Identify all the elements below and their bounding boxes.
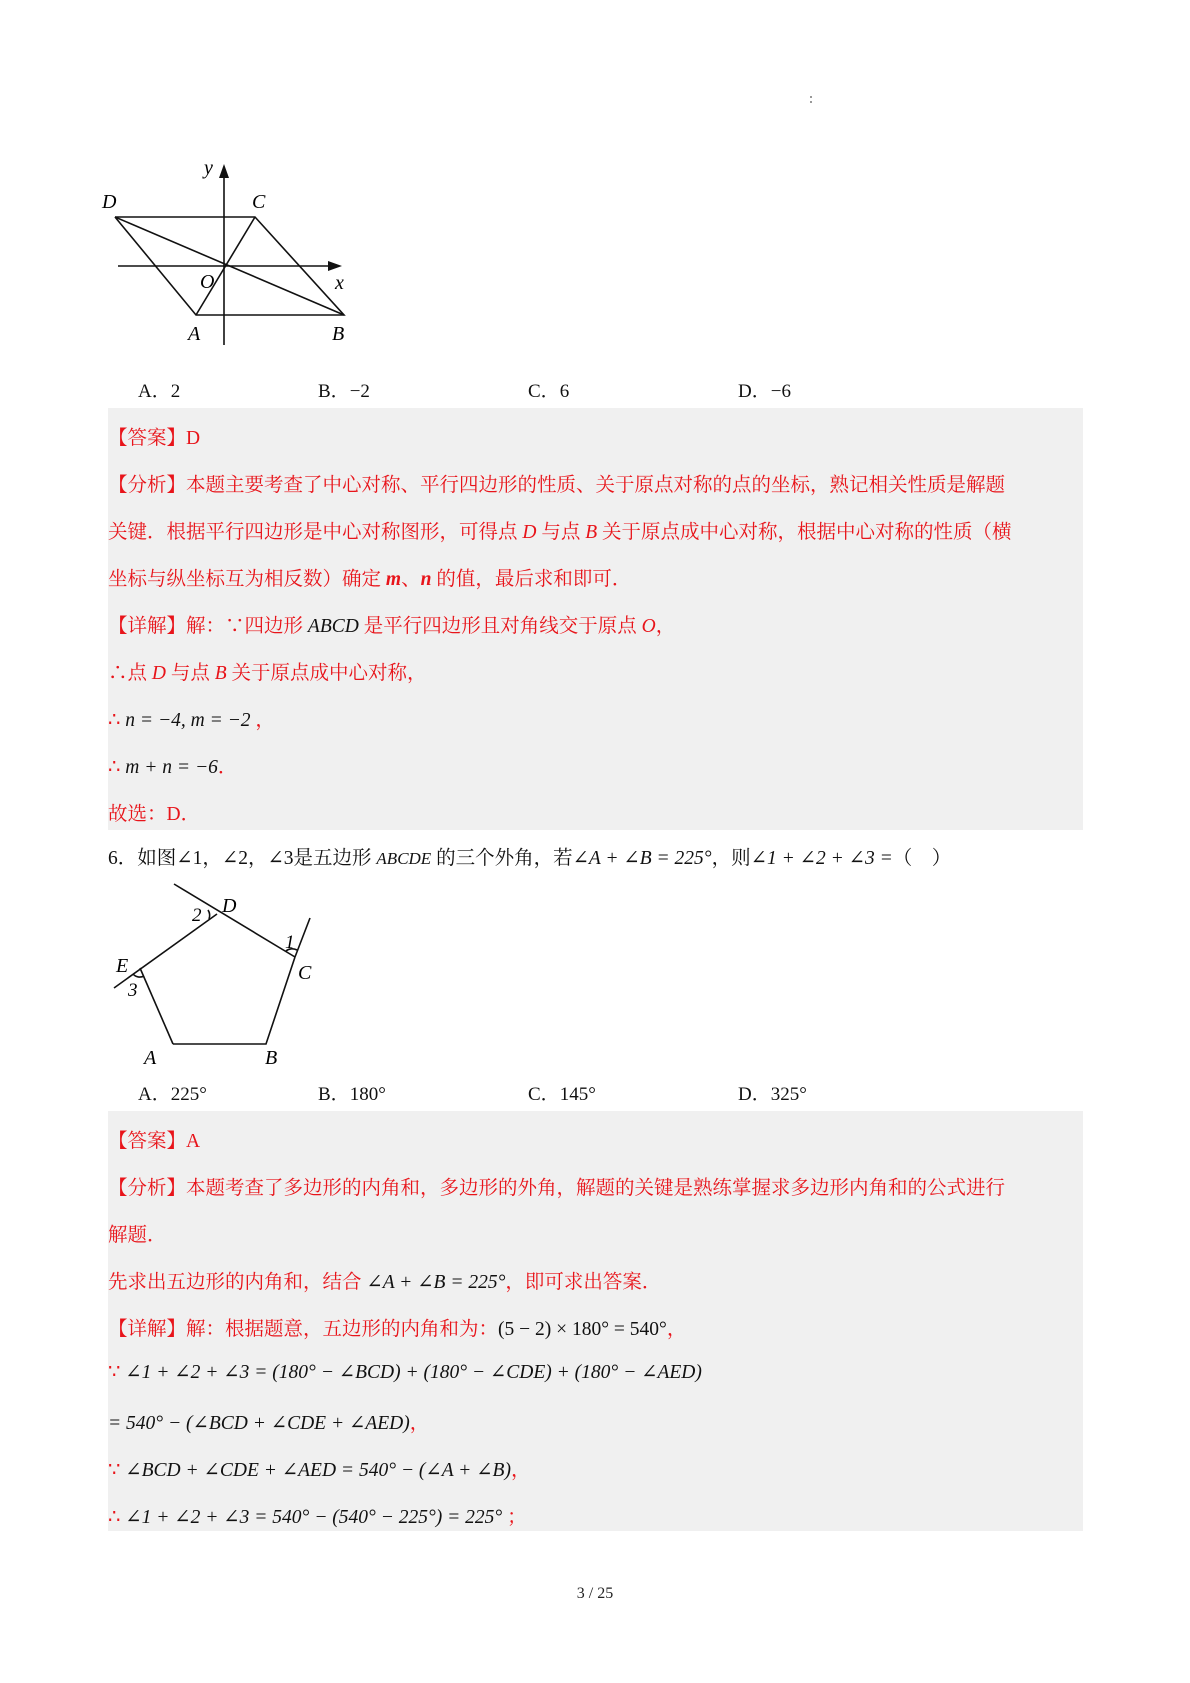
- answer-tag: 【答案】: [108, 1131, 187, 1152]
- q5-answer-line: [108, 422, 200, 450]
- q5-detail-line-4: ∴ m + n = −6．: [108, 757, 238, 778]
- q6-options: [138, 1079, 1038, 1105]
- page-number: 3 / 25: [576, 1585, 614, 1602]
- q6-detail-line-1: 【详解】解：根据题意，五边形的内角和为：(5 − 2) × 180° = 540°，: [108, 1319, 687, 1340]
- q5-detail-line-3: ∴ n = −4, m = −2 ，: [108, 710, 275, 731]
- q5-option-d[interactable]: D．−6: [738, 381, 791, 402]
- svg-text:C: C: [298, 962, 312, 984]
- y-axis-arrow-icon: [219, 164, 229, 178]
- q5-detail-line-5: 故选：D．: [108, 804, 201, 825]
- scan-mark: [810, 96, 813, 106]
- svg-text:D: D: [102, 191, 117, 213]
- answer-value: D: [186, 428, 201, 449]
- analysis-tag: 【分析】: [108, 1178, 187, 1199]
- svg-text:A: A: [188, 323, 201, 345]
- q6-analysis-line-3: 先求出五边形的内角和，结合 ∠A + ∠B = 225°，即可求出答案．: [108, 1272, 662, 1293]
- q6-option-c[interactable]: C．145°: [528, 1084, 596, 1105]
- q6-option-d[interactable]: D．325°: [738, 1084, 807, 1105]
- svg-text:D: D: [222, 895, 237, 917]
- analysis-tag: 【分析】: [108, 475, 187, 496]
- detail-tag: 【详解】: [108, 616, 187, 637]
- q5-option-c[interactable]: C．6: [528, 381, 570, 402]
- q5-detail-line-2: ∴点 D 与点 B 关于原点成中心对称，: [108, 663, 427, 684]
- svg-text:C: C: [252, 191, 266, 213]
- q5-detail-line-1: 【详解】解：∵四边形 ABCD 是平行四边形且对角线交于原点 O，: [108, 616, 676, 637]
- answer-tag: 【答案】: [108, 428, 187, 449]
- q6-question-stem: 6．如图∠1，∠2，∠3是五边形 ABCDE 的三个外角，若∠A + ∠B = 225°，则∠1 + ∠2 + ∠3 =（ ）: [108, 848, 952, 869]
- q6-detail-line-4: ∵ ∠BCD + ∠CDE + ∠AED = 540° − (∠A + ∠B)，: [108, 1460, 531, 1481]
- svg-text:x: x: [335, 272, 344, 294]
- svg-text:y: y: [204, 160, 213, 179]
- q6-analysis-line-2: 解题．: [108, 1225, 167, 1246]
- q6-detail-line-3: = 540° − (∠BCD + ∠CDE + ∠AED)，: [108, 1413, 430, 1434]
- q5-analysis-line-1: 【分析】本题主要考查了中心对称、平行四边形的性质、关于原点对称的点的坐标，熟记相关性质是解题: [108, 475, 1006, 496]
- x-axis-arrow-icon: [328, 261, 342, 271]
- q6-answer-box: [108, 1111, 1083, 1531]
- detail-tag: 【详解】: [108, 1319, 187, 1340]
- svg-text:A: A: [144, 1047, 157, 1069]
- q6-option-a[interactable]: A．225°: [138, 1084, 207, 1105]
- q6-detail-line-2: ∵ ∠1 + ∠2 + ∠3 = (180° − ∠BCD) + (180° − ∠CDE) + (180° − ∠AED): [108, 1362, 702, 1383]
- q6-answer-line: [108, 1125, 200, 1153]
- svg-text:B: B: [332, 323, 345, 345]
- svg-text:3: 3: [128, 980, 138, 1001]
- q5-answer-box: [108, 408, 1083, 830]
- svg-text:E: E: [116, 955, 129, 977]
- svg-text:1: 1: [285, 932, 295, 953]
- answer-value: A: [186, 1131, 201, 1152]
- q6-pentagon-figure: [100, 874, 330, 1070]
- q5-option-b[interactable]: B．−2: [318, 381, 370, 402]
- q5-analysis-line-2: 关键．根据平行四边形是中心对称图形，可得点 D 与点 B 关于原点成中心对称，根据中心对称的性质（横: [108, 522, 1012, 543]
- q5-analysis-line-3: 坐标与纵坐标互为相反数）确定 m、n 的值，最后求和即可．: [108, 569, 632, 590]
- svg-text:2: 2: [192, 905, 202, 926]
- q5-parallelogram-figure: [100, 160, 360, 350]
- q5-option-a[interactable]: A．2: [138, 381, 181, 402]
- q5-options: [138, 376, 1038, 402]
- q6-option-b[interactable]: B．180°: [318, 1084, 386, 1105]
- q6-detail-line-5: ∴ ∠1 + ∠2 + ∠3 = 540° − (540° − 225°) = 225° ；: [108, 1507, 527, 1528]
- svg-text:O: O: [200, 271, 215, 293]
- q6-analysis-line-1: 【分析】本题考查了多边形的内角和，多边形的外角，解题的关键是熟练掌握求多边形内角和的公式进行: [108, 1178, 1006, 1199]
- svg-text:B: B: [265, 1047, 278, 1069]
